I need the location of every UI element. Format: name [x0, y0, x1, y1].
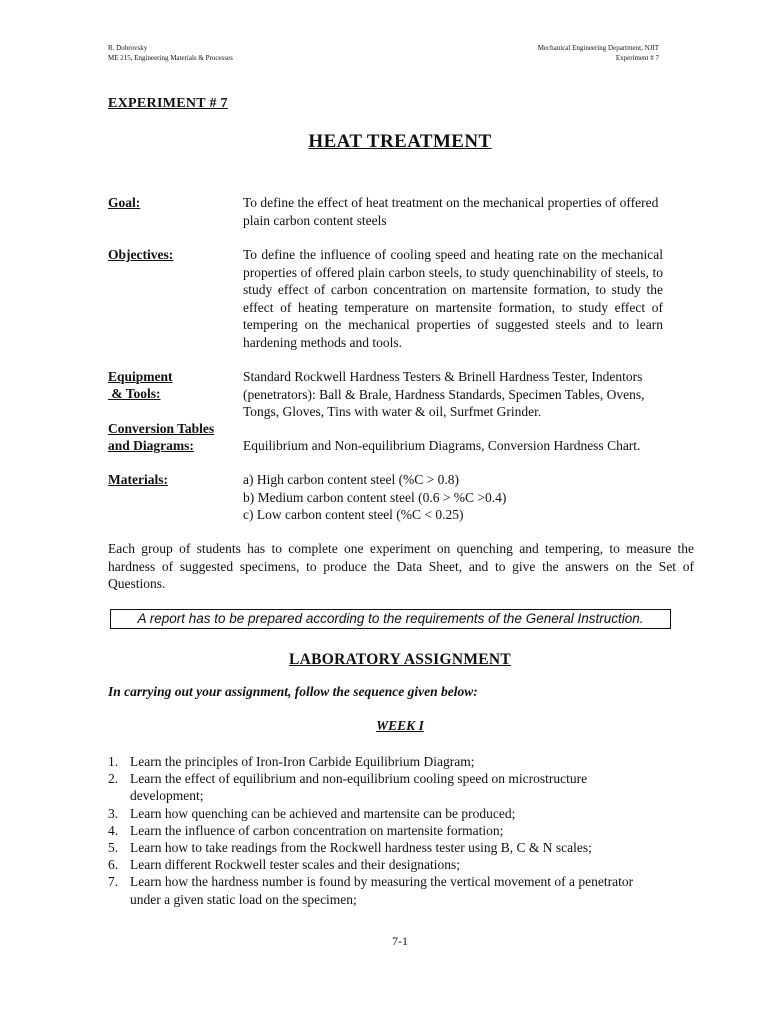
step-number: 5.: [108, 840, 119, 856]
objectives-label: Objectives:: [108, 247, 174, 262]
materials-label: Materials:: [108, 472, 168, 487]
step-text: Learn the principles of Iron-Iron Carbide Equilibrium Diagram;: [130, 754, 475, 769]
objectives-text: To define the influence of cooling speed and heating rate on the mechanical properties of offered plain carbon steels, to study quenchinability of steels, to study effect of carbon concentration on martensite formation, to study the effect of heating temperature on martensite formation, to study effect of tempering on the mechanical properties of suggested steels and to learn hardening methods and tools.: [243, 247, 663, 350]
step-text: Learn how quenching can be achieved and martensite can be produced;: [130, 805, 516, 821]
list-item: [108, 856, 648, 873]
material-item: a) High carbon content steel (%C > 0.8): [243, 472, 460, 487]
step-number: 6.: [108, 857, 119, 873]
steps-list: [108, 753, 648, 908]
materials-list: [243, 471, 663, 524]
intro-paragraph: Each group of students has to complete one experiment on quenching and tempering, to measure the hardness of suggested specimens, to produce the Data Sheet, and to give the answers on the Set of Questions.: [108, 541, 694, 591]
conversion-text: Equilibrium and Non-equilibrium Diagrams, Conversion Hardness Chart.: [243, 438, 641, 453]
step-number: 3.: [108, 805, 119, 821]
list-item: [108, 822, 648, 839]
page-title: HEAT TREATMENT: [308, 131, 492, 152]
list-item: [108, 839, 648, 856]
conversion-label-line2: and Diagrams:: [108, 438, 194, 453]
list-item: [108, 753, 648, 770]
step-text: Learn the influence of carbon concentration on martensite formation;: [130, 822, 504, 838]
step-text: Learn how to take readings from the Rockwell hardness tester using B, C & N scales;: [130, 840, 592, 856]
equipment-label-line2: & Tools:: [108, 386, 161, 401]
instruction-text: In carrying out your assignment, follow the sequence given below:: [108, 684, 478, 699]
step-number: 7.: [108, 874, 119, 890]
header-left: [108, 43, 233, 63]
lab-assignment-heading: LABORATORY ASSIGNMENT: [288, 651, 512, 668]
equipment-label-line1: Equipment: [108, 369, 173, 384]
list-item: [108, 770, 648, 804]
step-text: Learn different Rockwell tester scales and their designations;: [130, 857, 461, 873]
week-heading: WEEK I: [376, 718, 424, 733]
report-note-box: A report has to be prepared according to the requirements of the General Instruction.: [110, 609, 671, 629]
experiment-label: EXPERIMENT # 7: [108, 96, 228, 111]
step-number: 2.: [108, 771, 119, 787]
step-number: 4.: [108, 822, 119, 838]
header-right: [500, 43, 659, 63]
conversion-label-line1: Conversion Tables: [108, 421, 215, 436]
header-author: R. Dobrovsky: [108, 44, 148, 52]
goal-label: Goal:: [108, 195, 141, 210]
step-text: Learn how the hardness number is found by measuring the vertical movement of a penetrator under a given static load on the specimen;: [130, 874, 634, 907]
page-number: 7-1: [392, 934, 408, 948]
equipment-text: Standard Rockwell Hardness Testers & Brinell Hardness Tester, Indentors (penetrators): Ball & Brale, Hardness Standards, Specimen Tables, Ovens, Tongs, Gloves, Tins with water & oil, Surfmet Grinder.: [243, 369, 645, 419]
header-department: Mechanical Engineering Department, NJIT: [537, 44, 659, 52]
material-item: b) Medium carbon content steel (0.6 > %C >0.4): [243, 489, 507, 505]
list-item: [108, 873, 648, 907]
step-number: 1.: [108, 754, 119, 769]
header-course: ME 215, Engineering Materials & Processes: [108, 54, 233, 62]
step-text: Learn the effect of equilibrium and non-equilibrium cooling speed on microstructure development;: [130, 771, 588, 804]
goal-text: To define the effect of heat treatment on the mechanical properties of offered plain carbon content steels: [243, 195, 659, 228]
list-item: [108, 805, 648, 822]
header-experiment-number: Experiment # 7: [615, 54, 659, 62]
material-item: c) Low carbon content steel (%C < 0.25): [243, 507, 464, 522]
